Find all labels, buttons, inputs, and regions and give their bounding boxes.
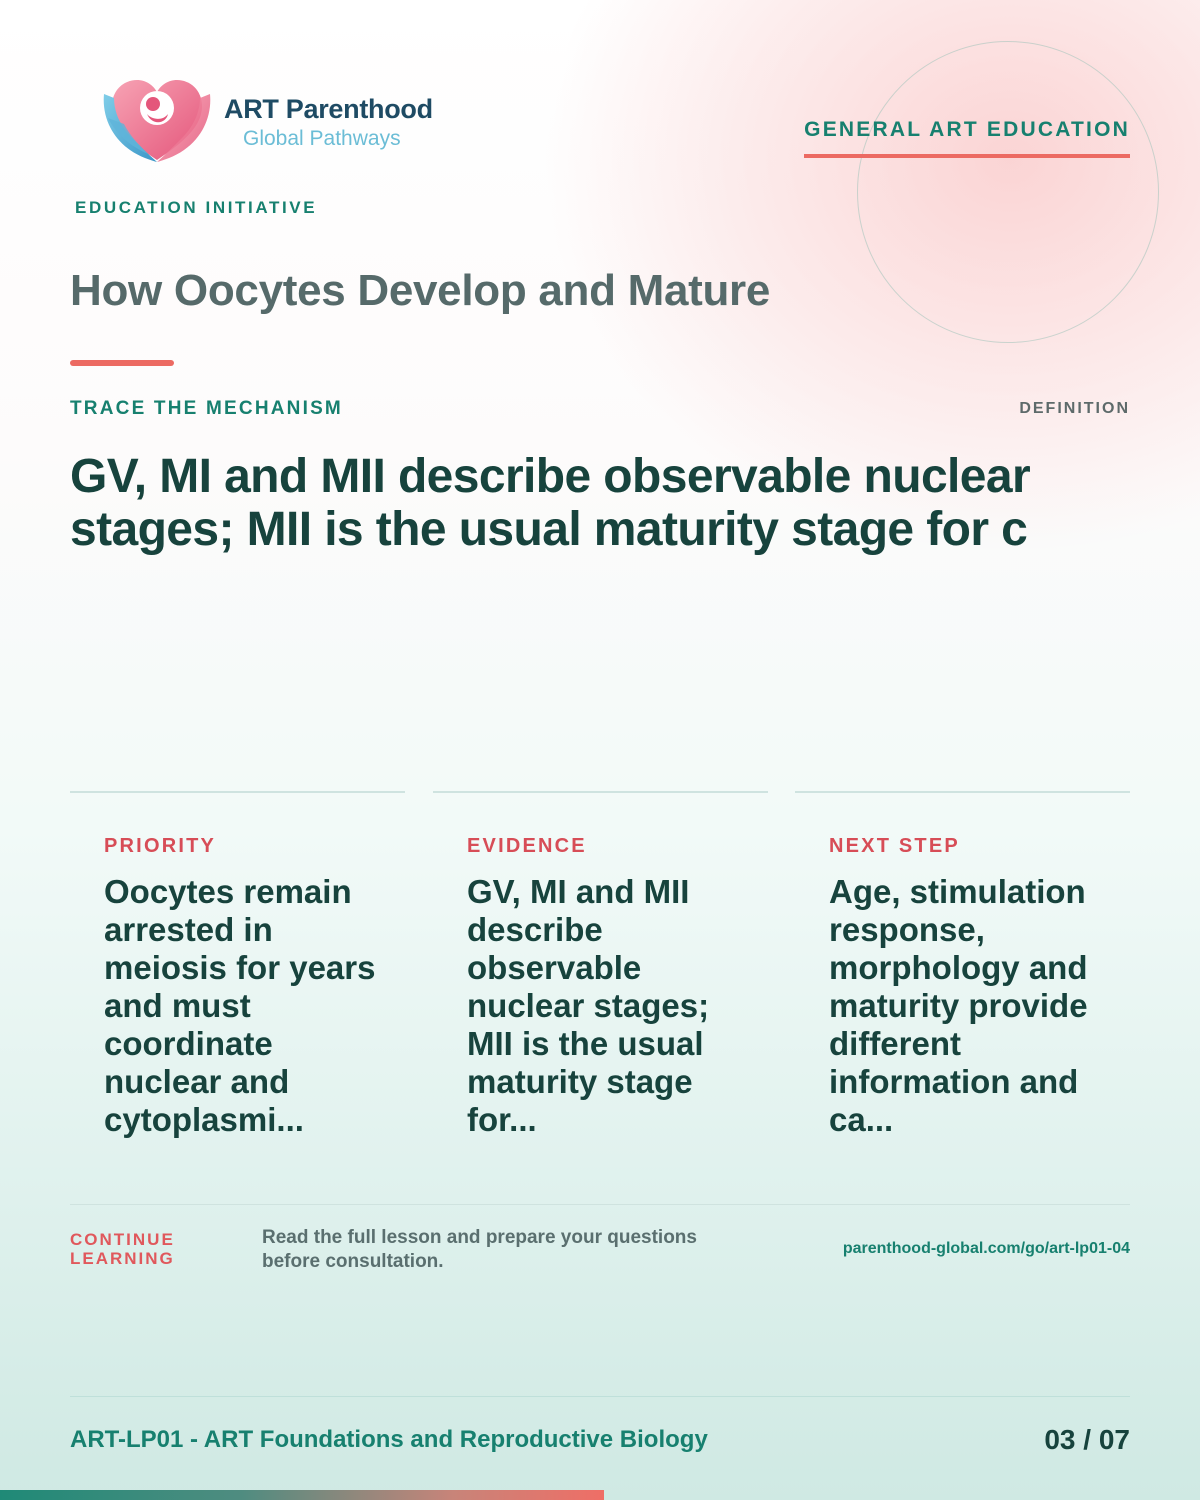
- headline: GV, MI and MII describe observable nuclear stages; MII is the usual maturity stage for c: [70, 450, 1031, 556]
- category-tag-underline: [804, 154, 1130, 158]
- initiative-label: EDUCATION INITIATIVE: [75, 198, 318, 217]
- info-cards: [70, 791, 1130, 1151]
- title-accent-bar: [70, 360, 174, 366]
- divider: [70, 1204, 1130, 1205]
- card-evidence: [433, 791, 768, 1151]
- brand-name: ART Parenthood: [224, 94, 433, 124]
- lesson-link[interactable]: parenthood-global.com/go/art-lp01-04: [842, 1240, 1130, 1257]
- card-text: Oocytes remain arrested in meiosis for years and must coordinate nuclear and cytoplasmi...: [104, 873, 376, 1138]
- card-text: GV, MI and MII describe observable nuclear stages; MII is the usual maturity stage for...: [467, 873, 710, 1138]
- footer-divider: [70, 1396, 1130, 1397]
- heart-hands-baby-icon: [100, 74, 214, 170]
- category-tag: [804, 118, 1130, 158]
- progress-fill: [0, 1490, 604, 1500]
- section-type: DEFINITION: [1019, 400, 1130, 417]
- card-next-step: [795, 791, 1130, 1151]
- card-text: Age, stimulation response, morphology and maturity provide different information and ca...: [829, 873, 1088, 1138]
- progress-bar: [0, 1490, 1200, 1500]
- section-label: TRACE THE MECHANISM: [70, 398, 343, 419]
- brand-subtitle: Global Pathways: [243, 127, 401, 150]
- course-title: ART-LP01 - ART Foundations and Reproductive Biology: [70, 1426, 708, 1453]
- card-label: NEXT STEP: [829, 835, 960, 857]
- decorative-circle: [857, 41, 1159, 343]
- category-tag-label: GENERAL ART EDUCATION: [804, 118, 1130, 141]
- brand-block: [224, 94, 433, 151]
- continue-learning-label: CONTINUE LEARNING: [70, 1230, 175, 1268]
- card-label: PRIORITY: [104, 835, 217, 857]
- card-label: EVIDENCE: [467, 835, 587, 857]
- lesson-title: How Oocytes Develop and Mature: [70, 266, 771, 315]
- continue-description: Read the full lesson and prepare your questions before consultation.: [262, 1227, 697, 1272]
- page-number: 03 / 07: [1044, 1424, 1130, 1455]
- card-priority: [70, 791, 405, 1151]
